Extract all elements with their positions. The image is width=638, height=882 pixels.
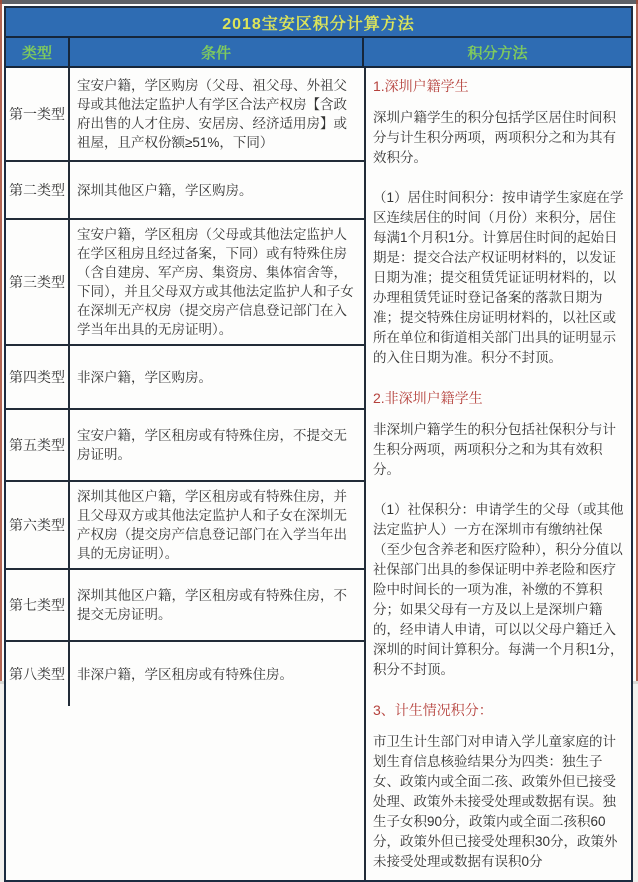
row-condition: 深圳其他区户籍，学区租房或有特殊住房，并且父母双方或其他法定监护人和子女在深圳无产权房（提交房产信息登记部门在入学当年出具的无房证明）。 xyxy=(77,489,347,561)
row-condition: 深圳其他区户籍，学区购房。 xyxy=(77,182,253,198)
row-type-label: 第七类型 xyxy=(6,570,70,640)
table-body xyxy=(6,68,631,880)
method-heading-shenzhen-hukou: 1.深圳户籍学生 xyxy=(373,78,469,94)
row-type-label: 第八类型 xyxy=(6,642,70,706)
photo-edge-top xyxy=(0,0,638,4)
row-type-label: 第一类型 xyxy=(6,68,70,160)
table-row xyxy=(6,642,364,706)
method-paragraph: （1）居住时间积分：按申请学生家庭在学区连续居住的时间（月份）来积分，居住每满1个月积1分。计算居住时间的起始日期是：提交合法产权证明材料的，以发证日期为准；提交租赁凭证证明材料的，以办理租赁凭证时登记备案的落款日期为准；提交特殊住房证明材料的，以社区或所在单位和街道相关部门出具的证明显示的入住日期为准。积分不封顶。 xyxy=(373,190,624,365)
row-condition: 非深户籍，学区购房。 xyxy=(77,369,212,385)
method-paragraph: 非深圳户籍学生的积分包括社保积分与计生积分两项，两项积分之和为其有效积分。 xyxy=(373,422,616,477)
table-row xyxy=(6,482,364,570)
table-row xyxy=(6,346,364,410)
row-type-label: 第三类型 xyxy=(6,220,70,344)
table-row xyxy=(6,220,364,346)
method-column xyxy=(364,68,631,880)
type-condition-rows xyxy=(6,68,364,880)
method-heading-non-shenzhen-hukou: 2.非深圳户籍学生 xyxy=(373,390,483,406)
table-header-row xyxy=(6,38,631,68)
method-paragraph: 深圳户籍学生的积分包括学区居住时间积分与计生积分两项，两项积分之和为其有效积分。 xyxy=(373,110,616,165)
method-paragraph: 市卫生计生部门对申请入学儿童家庭的计划生育信息核验结果分为四类：独生子女、政策内或全面二孩、政策外但已接受处理、政策外未接受处理或数据有误。独生子女积90分，政策内或全面二孩积60分，政策外但已接受处理积30分，政策外未接受处理或数据有误积0分 xyxy=(373,734,618,869)
row-condition: 宝安户籍，学区购房（父母、祖父母、外祖父母或其他法定监护人有学区合法产权房【含政府出售的人才住房、安居房、经济适用房】或祖屋，且产权份额≥51%，下同） xyxy=(77,78,347,150)
method-heading-family-planning: 3、计生情况积分： xyxy=(373,702,493,718)
table-row xyxy=(6,570,364,642)
row-condition: 宝安户籍，学区租房或有特殊住房，不提交无房证明。 xyxy=(77,428,347,462)
table-row xyxy=(6,162,364,220)
column-header-condition: 条件 xyxy=(70,38,364,66)
method-paragraph: （1）社保积分：申请学生的父母（或其他法定监护人）一方在深圳市有缴纳社保（至少包含养老和医疗险种），积分分值以社保部门出具的参保证明中养老险和医疗险中时间长的一项为准，补缴的不算积分；如果父母有一方及以上是深圳户籍的，经申请人申请，可以以父母户籍迁入深圳的时间计算积分。每满一个月积1分，积分不封顶。 xyxy=(373,502,624,677)
table-row xyxy=(6,68,364,162)
photo-edge-left xyxy=(0,0,2,684)
row-type-label: 第五类型 xyxy=(6,410,70,480)
row-condition: 深圳其他区户籍，学区租房或有特殊住房，不提交无房证明。 xyxy=(77,588,347,622)
points-table xyxy=(4,6,633,882)
row-condition: 非深户籍，学区租房或有特殊住房。 xyxy=(77,666,293,682)
column-header-method: 积分方法 xyxy=(467,44,528,62)
table-row xyxy=(6,410,364,482)
row-type-label: 第二类型 xyxy=(6,162,70,218)
row-type-label: 第六类型 xyxy=(6,482,70,568)
column-header-type: 类型 xyxy=(6,38,70,66)
page-title: 2018宝安区积分计算方法 xyxy=(222,15,415,33)
row-condition: 宝安户籍，学区租房（父母或其他法定监护人在学区租房且经过备案，下同）或有特殊住房（含自建房、军产房、集资房、集体宿舍等，下同），并且父母双方或其他法定监护人和子女在深圳无产权房（提交房产信息登记部门在入学当年出具的无房证明）。 xyxy=(77,227,354,337)
row-type-label: 第四类型 xyxy=(6,346,70,408)
table-title-banner xyxy=(6,8,631,38)
